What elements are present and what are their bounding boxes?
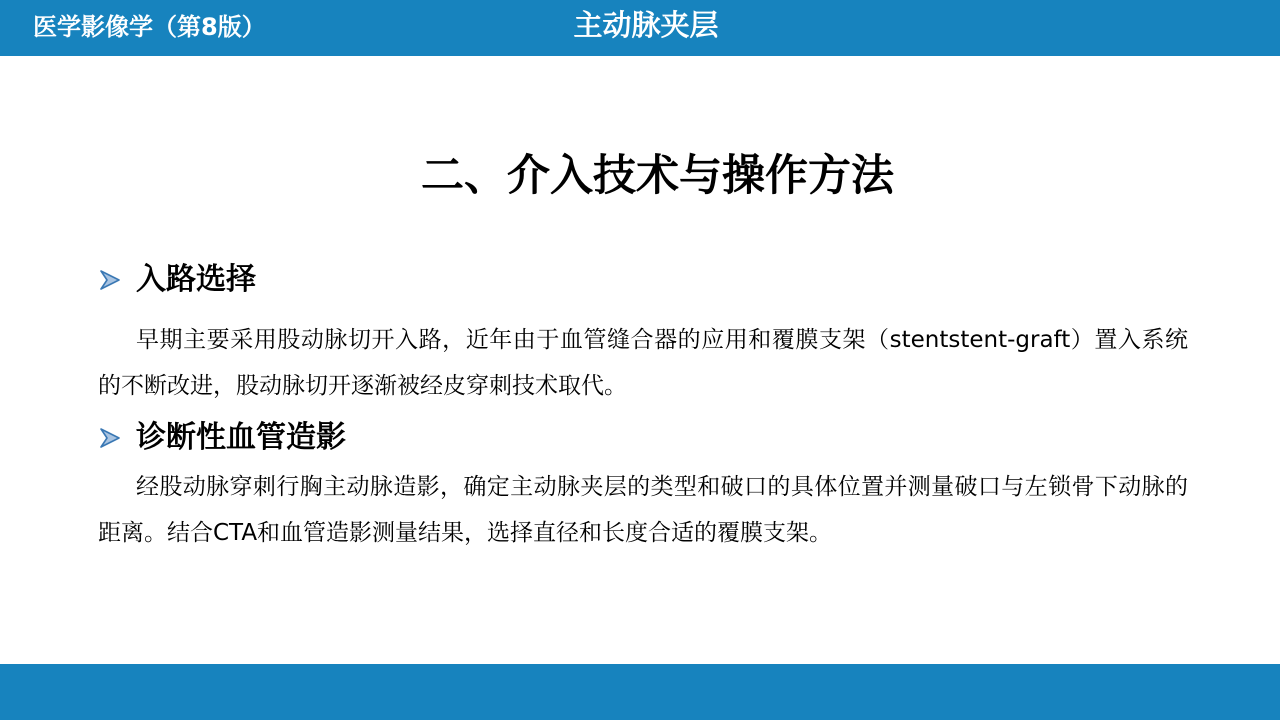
book-title: 医学影像学（第8版） — [33, 13, 266, 41]
section-heading-diagnostic-angiography — [100, 418, 346, 458]
footer-bar — [0, 664, 1280, 720]
header-bar — [0, 0, 1280, 56]
paragraph-access-route: 早期主要采用股动脉切开入路，近年由于血管缝合器的应用和覆膜支架（stentstent-graft）置入系统的不断改进，股动脉切开逐渐被经皮穿刺技术取代。 — [98, 327, 1188, 399]
chapter-title: 主动脉夹层 — [573, 8, 719, 42]
arrowhead-bullet-icon — [100, 427, 120, 449]
slide-heading: 二、介入技术与操作方法 — [421, 151, 894, 201]
paragraph-diagnostic-angiography: 经股动脉穿刺行胸主动脉造影，确定主动脉夹层的类型和破口的具体位置并测量破口与左锁骨下动脉的距离。结合CTA和血管造影测量结果，选择直径和长度合适的覆膜支架。 — [98, 474, 1188, 546]
section-heading-access-route — [100, 260, 256, 300]
arrowhead-bullet-icon — [100, 269, 120, 291]
section-label: 入路选择 — [136, 262, 256, 297]
section-label: 诊断性血管造影 — [136, 420, 346, 455]
